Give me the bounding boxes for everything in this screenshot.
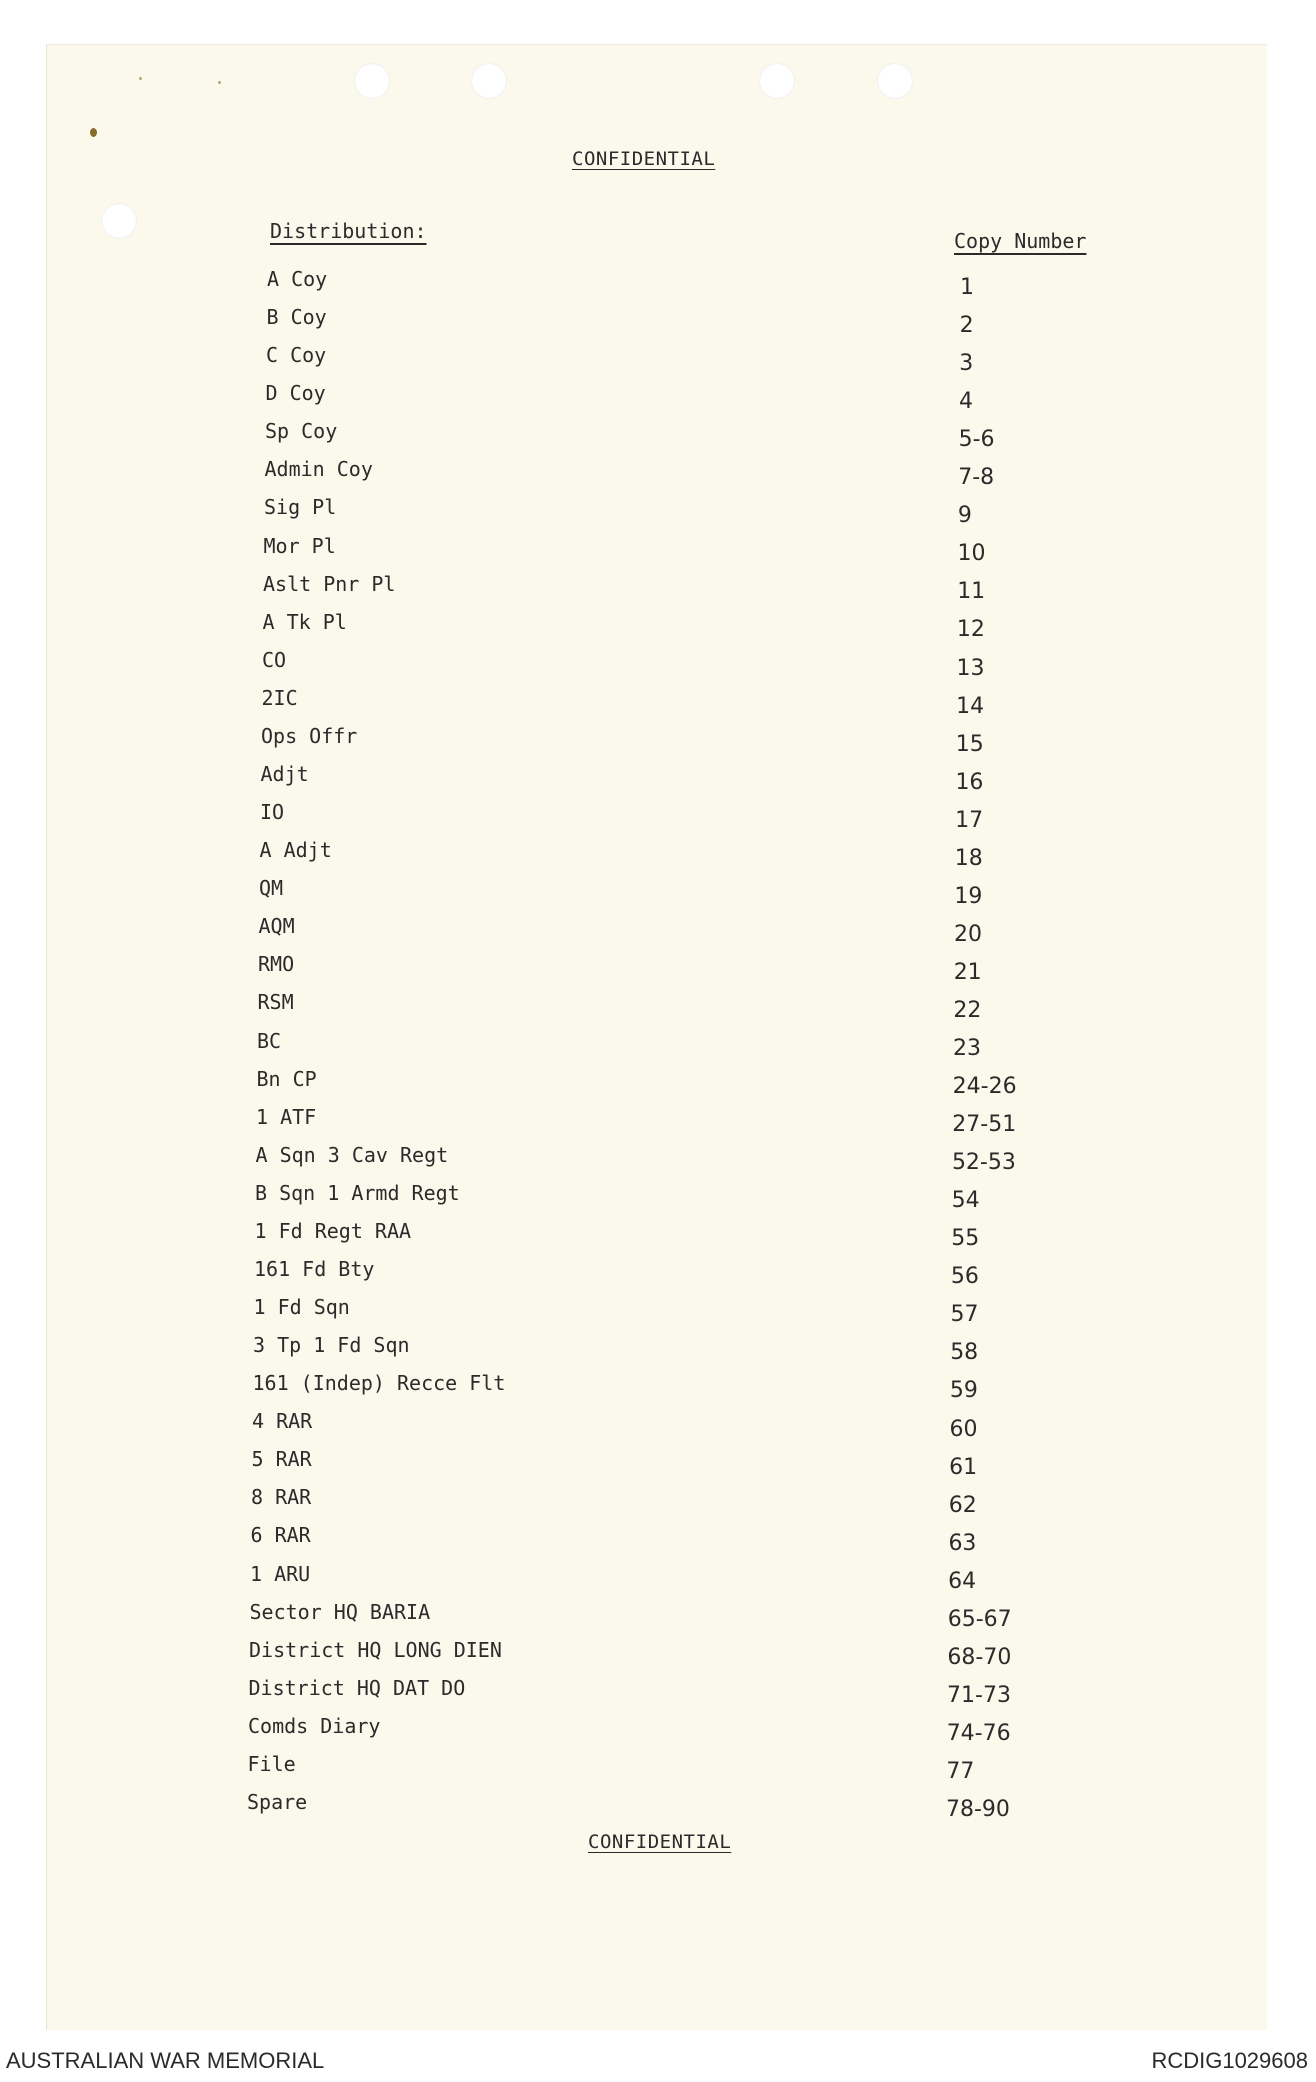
copy-number: 12 xyxy=(956,617,985,643)
copy-number: 27-51 xyxy=(952,1112,1017,1138)
copy-number: 57 xyxy=(950,1302,979,1328)
unit-name: 2IC xyxy=(261,685,298,710)
copy-number: 68-70 xyxy=(947,1644,1012,1670)
unit-name: Mor Pl xyxy=(263,533,336,558)
unit-name: 6 RAR xyxy=(250,1523,311,1548)
unit-name: IO xyxy=(260,800,285,825)
unit-name: Sector HQ BARIA xyxy=(249,1599,431,1624)
unit-name: 161 (Indep) Recce Flt xyxy=(252,1371,506,1396)
copy-number: 63 xyxy=(948,1530,977,1556)
unit-name: Aslt Pnr Pl xyxy=(263,571,396,596)
copy-number: 15 xyxy=(955,731,984,757)
copy-number: 54 xyxy=(951,1188,980,1214)
copy-number: 5-6 xyxy=(958,427,995,453)
unit-name: File xyxy=(247,1751,296,1776)
punch-hole xyxy=(471,63,507,99)
distribution-heading: Distribution: xyxy=(270,219,427,243)
copy-number: 17 xyxy=(955,807,984,833)
unit-name: Ops Offr xyxy=(261,723,358,748)
archive-footer-left: AUSTRALIAN WAR MEMORIAL xyxy=(6,2048,325,2073)
unit-name: District HQ LONG DIEN xyxy=(249,1637,502,1662)
copy-number: 7-8 xyxy=(958,465,995,491)
unit-name: Comds Diary xyxy=(248,1713,381,1738)
copy-number: 1 xyxy=(960,275,974,300)
copy-number: 74-76 xyxy=(946,1720,1011,1746)
copy-number: 78-90 xyxy=(946,1797,1010,1822)
confidential-footer: CONFIDENTIAL xyxy=(588,1831,732,1853)
stain-mark xyxy=(139,77,142,80)
copy-number: 56 xyxy=(950,1264,979,1290)
copy-number: 11 xyxy=(957,579,986,605)
copy-number: 60 xyxy=(949,1416,978,1442)
copy-number: 22 xyxy=(953,997,982,1023)
confidential-header: CONFIDENTIAL xyxy=(572,148,716,170)
copy-number-heading: Copy Number xyxy=(954,229,1087,253)
unit-name: A Tk Pl xyxy=(262,609,347,634)
stain-mark xyxy=(218,81,221,84)
unit-name: 8 RAR xyxy=(251,1485,312,1510)
copy-number: 77 xyxy=(946,1758,975,1784)
punch-hole xyxy=(354,63,390,99)
copy-number: 21 xyxy=(953,959,982,985)
unit-name: 1 Fd Sqn xyxy=(253,1295,350,1320)
copy-number: 19 xyxy=(954,883,983,909)
copy-number: 9 xyxy=(957,503,972,529)
unit-name: D Coy xyxy=(265,381,326,406)
copy-number: 3 xyxy=(959,351,974,377)
unit-name: RSM xyxy=(257,990,294,1015)
copy-number: 52-53 xyxy=(951,1150,1016,1176)
unit-name: Admin Coy xyxy=(264,457,373,482)
stain-mark xyxy=(90,128,97,137)
copy-number: 64 xyxy=(948,1568,977,1594)
copy-number: 61 xyxy=(949,1454,978,1480)
punch-hole xyxy=(877,63,913,99)
copy-number: 16 xyxy=(955,769,984,795)
unit-name: RMO xyxy=(258,952,295,977)
unit-name: B Coy xyxy=(266,305,327,330)
copy-number: 58 xyxy=(950,1340,979,1366)
unit-name: A Sqn 3 Cav Regt xyxy=(255,1142,449,1167)
unit-name: 1 ATF xyxy=(256,1104,317,1129)
unit-name: B Sqn 1 Armd Regt xyxy=(255,1180,460,1205)
copy-number: 59 xyxy=(949,1378,978,1404)
unit-name: 1 Fd Regt RAA xyxy=(254,1218,412,1243)
unit-name: 161 Fd Bty xyxy=(254,1256,375,1281)
unit-name: Sig Pl xyxy=(264,495,337,520)
copy-number: 4 xyxy=(958,389,973,415)
copy-number: 62 xyxy=(948,1492,977,1518)
unit-name: AQM xyxy=(258,914,295,939)
unit-name: 3 Tp 1 Fd Sqn xyxy=(253,1333,410,1358)
unit-name: Bn CP xyxy=(256,1066,317,1091)
unit-name: Adjt xyxy=(260,761,309,786)
unit-name: District HQ DAT DO xyxy=(248,1675,466,1700)
unit-name: 4 RAR xyxy=(252,1409,313,1434)
copy-number: 2 xyxy=(959,313,974,339)
archive-footer-right: RCDIG1029608 xyxy=(1151,2048,1308,2073)
unit-name: Sp Coy xyxy=(265,419,338,444)
copy-number: 55 xyxy=(951,1226,980,1252)
unit-name: BC xyxy=(257,1028,282,1053)
unit-name: QM xyxy=(259,876,284,901)
unit-name: A Coy xyxy=(267,267,328,291)
copy-number: 13 xyxy=(956,655,985,681)
copy-number: 18 xyxy=(954,845,983,871)
unit-name: Spare xyxy=(247,1790,308,1814)
copy-number: 71-73 xyxy=(947,1682,1011,1708)
copy-number: 65-67 xyxy=(947,1606,1012,1632)
unit-name: C Coy xyxy=(266,343,327,368)
document-page xyxy=(46,44,1267,2030)
copy-number: 23 xyxy=(953,1036,981,1061)
unit-name: CO xyxy=(262,647,287,672)
copy-number: 20 xyxy=(954,921,983,947)
unit-name: A Adjt xyxy=(259,838,332,863)
unit-name: 5 RAR xyxy=(251,1447,312,1472)
copy-number: 14 xyxy=(956,693,985,719)
copy-number: 10 xyxy=(957,541,986,567)
unit-name: 1 ARU xyxy=(250,1561,311,1586)
punch-hole xyxy=(101,203,137,239)
copy-number: 24-26 xyxy=(952,1074,1017,1100)
punch-hole xyxy=(759,63,795,99)
